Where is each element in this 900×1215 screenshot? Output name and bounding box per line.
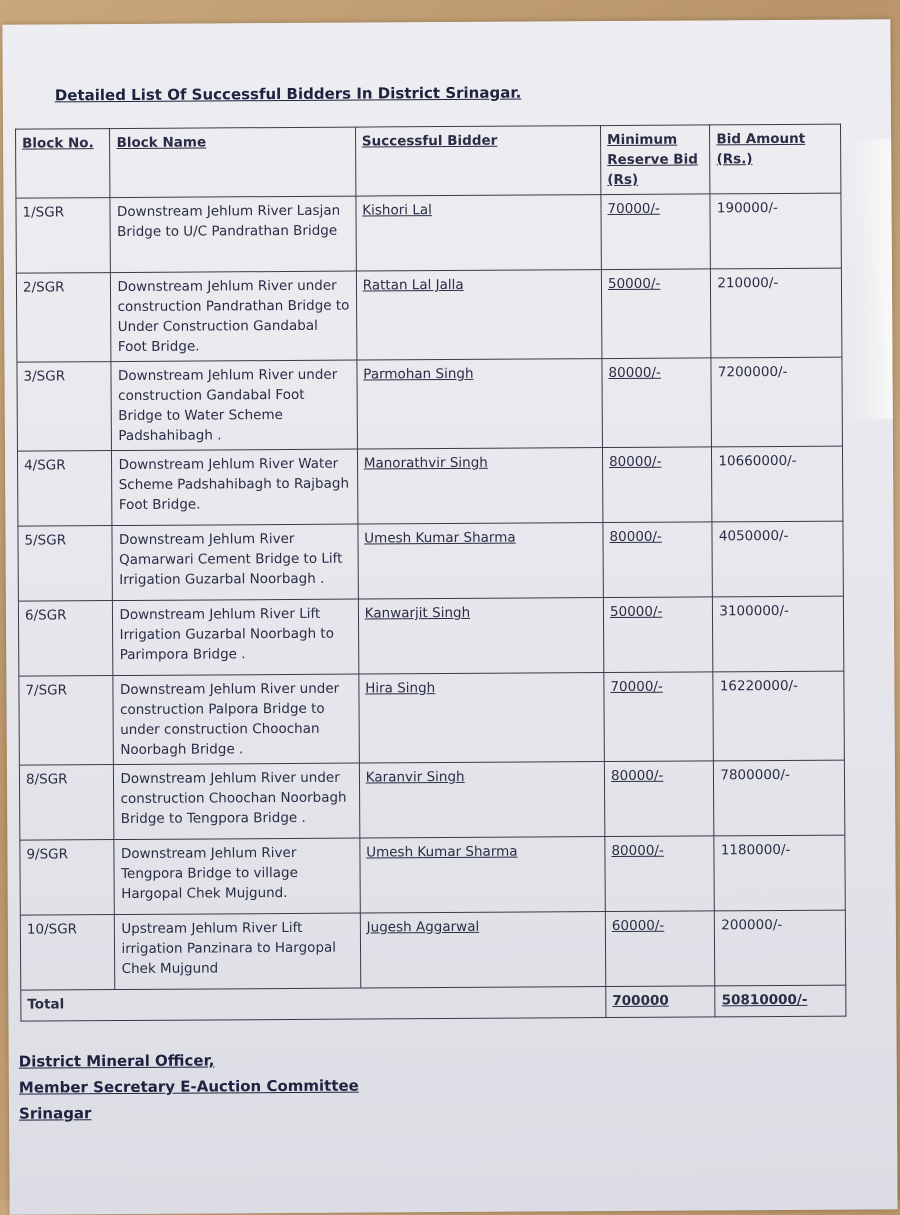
header-block-name: Block Name <box>110 127 356 197</box>
table-row <box>19 671 845 765</box>
bid-amount-cell: 190000/- <box>710 193 841 269</box>
reserve-bid-cell <box>604 672 714 762</box>
reserve-bid-cell <box>605 836 715 912</box>
bidder-cell-text: Parmohan Singh <box>363 365 474 383</box>
block-no-cell: 7/SGR <box>19 676 114 766</box>
document-page <box>2 19 897 1214</box>
header-amount: Bid Amount (Rs.) <box>710 124 841 194</box>
block-no-cell: 5/SGR <box>18 526 113 602</box>
bidder-cell-text: Karanvir Singh <box>365 768 465 786</box>
block-name-cell: Upstream Jehlum River Lift irrigation Panzinara to Hargopal Chek Mujgund <box>115 913 361 989</box>
bidder-cell <box>356 195 602 271</box>
bidder-cell <box>360 912 606 988</box>
block-no-cell: 3/SGR <box>17 362 112 452</box>
reserve-bid-cell <box>601 269 711 359</box>
signature-block <box>19 1047 359 1127</box>
reserve-bid-cell-text: 80000/- <box>611 842 664 860</box>
bidder-cell-text: Manorathvir Singh <box>363 454 488 472</box>
bidder-cell-text: Umesh Kumar Sharma <box>364 529 516 547</box>
total-amount-value: 50810000/- <box>721 991 808 1009</box>
bidder-cell <box>356 270 602 360</box>
block-name-cell: Downstream Jehlum River Lasjan Bridge to U/C Pandrathan Bridge <box>110 196 356 272</box>
total-reserve <box>606 986 716 1018</box>
reserve-bid-cell <box>602 358 712 448</box>
bidder-cell-text: Kanwarjit Singh <box>364 604 471 622</box>
table-row <box>20 910 845 990</box>
table-row <box>20 835 845 915</box>
table-row <box>18 596 843 676</box>
header-reserve: Minimum Reserve Bid (Rs) <box>601 125 711 195</box>
block-no-cell: 9/SGR <box>20 840 115 916</box>
table-row <box>18 521 843 601</box>
table-row <box>17 357 843 451</box>
signature-line-3: Srinagar <box>18 1104 92 1123</box>
bidder-cell <box>358 598 604 674</box>
bid-amount-cell: 200000/- <box>715 910 846 986</box>
block-no-cell: 8/SGR <box>19 765 114 841</box>
bid-amount-cell: 210000/- <box>711 268 842 358</box>
bidder-cell <box>359 673 605 763</box>
reserve-bid-cell <box>602 447 712 523</box>
block-name-cell: Downstream Jehlum River under construction Palpora Bridge to under construction Choochan Noorbagh Bridge . <box>113 674 359 764</box>
bidder-cell-text: Rattan Lal Jalla <box>362 276 464 294</box>
bidder-cell <box>359 762 605 838</box>
header-bidder: Successful Bidder <box>355 126 601 196</box>
bid-amount-cell: 4050000/- <box>712 521 843 597</box>
reserve-bid-cell <box>603 522 713 598</box>
reserve-bid-cell-text: 70000/- <box>607 200 660 218</box>
reserve-bid-cell-text: 50000/- <box>609 603 663 621</box>
table-row <box>19 760 844 840</box>
header-block-no: Block No. <box>16 129 111 199</box>
reserve-bid-cell-text: 50000/- <box>607 275 661 293</box>
document-title: Detailed List Of Successful Bidders In District Srinagar. <box>54 83 522 105</box>
table-header-row <box>16 124 841 198</box>
table-row <box>16 268 842 362</box>
block-name-cell: Downstream Jehlum River under construction Pandrathan Bridge to Under Construction Gandabal Foot Bridge. <box>111 271 357 361</box>
reserve-bid-cell-text: 80000/- <box>608 364 661 382</box>
block-name-cell: Downstream Jehlum River Qamarwari Cement Bridge to Lift Irrigation Guzarbal Noorbagh . <box>112 524 358 600</box>
block-name-cell: Downstream Jehlum River Tengpora Bridge to village Hargopal Chek Mujgund. <box>114 838 360 914</box>
bidder-cell-text: Jugesh Aggarwal <box>366 918 480 936</box>
block-name-cell: Downstream Jehlum River under construction Gandabal Foot Bridge to Water Scheme Padshahibagh . <box>111 360 357 450</box>
bidder-cell <box>358 523 604 599</box>
bid-amount-cell: 1180000/- <box>714 835 845 911</box>
signature-line-1: District Mineral Officer, <box>18 1051 215 1071</box>
total-amount <box>715 985 846 1017</box>
reserve-bid-cell <box>603 597 713 673</box>
bidder-cell-text: Umesh Kumar Sharma <box>366 843 518 861</box>
reserve-bid-cell-text: 70000/- <box>610 678 663 696</box>
signature-line-2: Member Secretary E-Auction Committee <box>18 1076 359 1097</box>
bid-amount-cell: 10660000/- <box>712 446 843 522</box>
block-no-cell: 10/SGR <box>20 915 115 991</box>
block-no-cell: 1/SGR <box>16 198 111 274</box>
reserve-bid-cell-text: 80000/- <box>609 528 662 546</box>
block-no-cell: 4/SGR <box>17 451 112 527</box>
block-name-cell: Downstream Jehlum River Water Scheme Padshahibagh to Rajbagh Foot Bridge. <box>112 449 358 525</box>
bidder-cell <box>357 448 603 524</box>
bidder-cell <box>360 837 606 913</box>
reserve-bid-cell <box>604 761 714 837</box>
bidder-cell-text: Hira Singh <box>365 680 436 697</box>
block-no-cell: 6/SGR <box>18 601 113 677</box>
reserve-bid-cell <box>605 911 715 987</box>
total-reserve-value: 700000 <box>612 992 669 1010</box>
total-row <box>21 985 846 1021</box>
bid-amount-cell: 16220000/- <box>713 671 844 761</box>
reserve-bid-cell-text: 80000/- <box>610 767 664 785</box>
table-row <box>17 446 842 526</box>
bidders-table <box>15 124 846 1022</box>
block-name-cell: Downstream Jehlum River Lift Irrigation Guzarbal Noorbagh to Parimpora Bridge . <box>113 599 359 675</box>
bidder-cell-text: Kishori Lal <box>362 202 432 219</box>
reserve-bid-cell-text: 80000/- <box>609 453 662 471</box>
reserve-bid-cell-text: 60000/- <box>611 917 665 935</box>
bidder-cell <box>357 359 603 449</box>
bid-amount-cell: 7200000/- <box>711 357 842 447</box>
reserve-bid-cell <box>601 194 711 270</box>
bid-amount-cell: 7800000/- <box>714 760 845 836</box>
block-name-cell: Downstream Jehlum River under construction Choochan Noorbagh Bridge to Tengpora Bridge . <box>114 763 360 839</box>
total-label: Total <box>21 987 606 1022</box>
table-row <box>16 193 841 273</box>
block-no-cell: 2/SGR <box>16 273 111 363</box>
bid-amount-cell: 3100000/- <box>713 596 844 672</box>
page-shadow <box>851 139 893 419</box>
